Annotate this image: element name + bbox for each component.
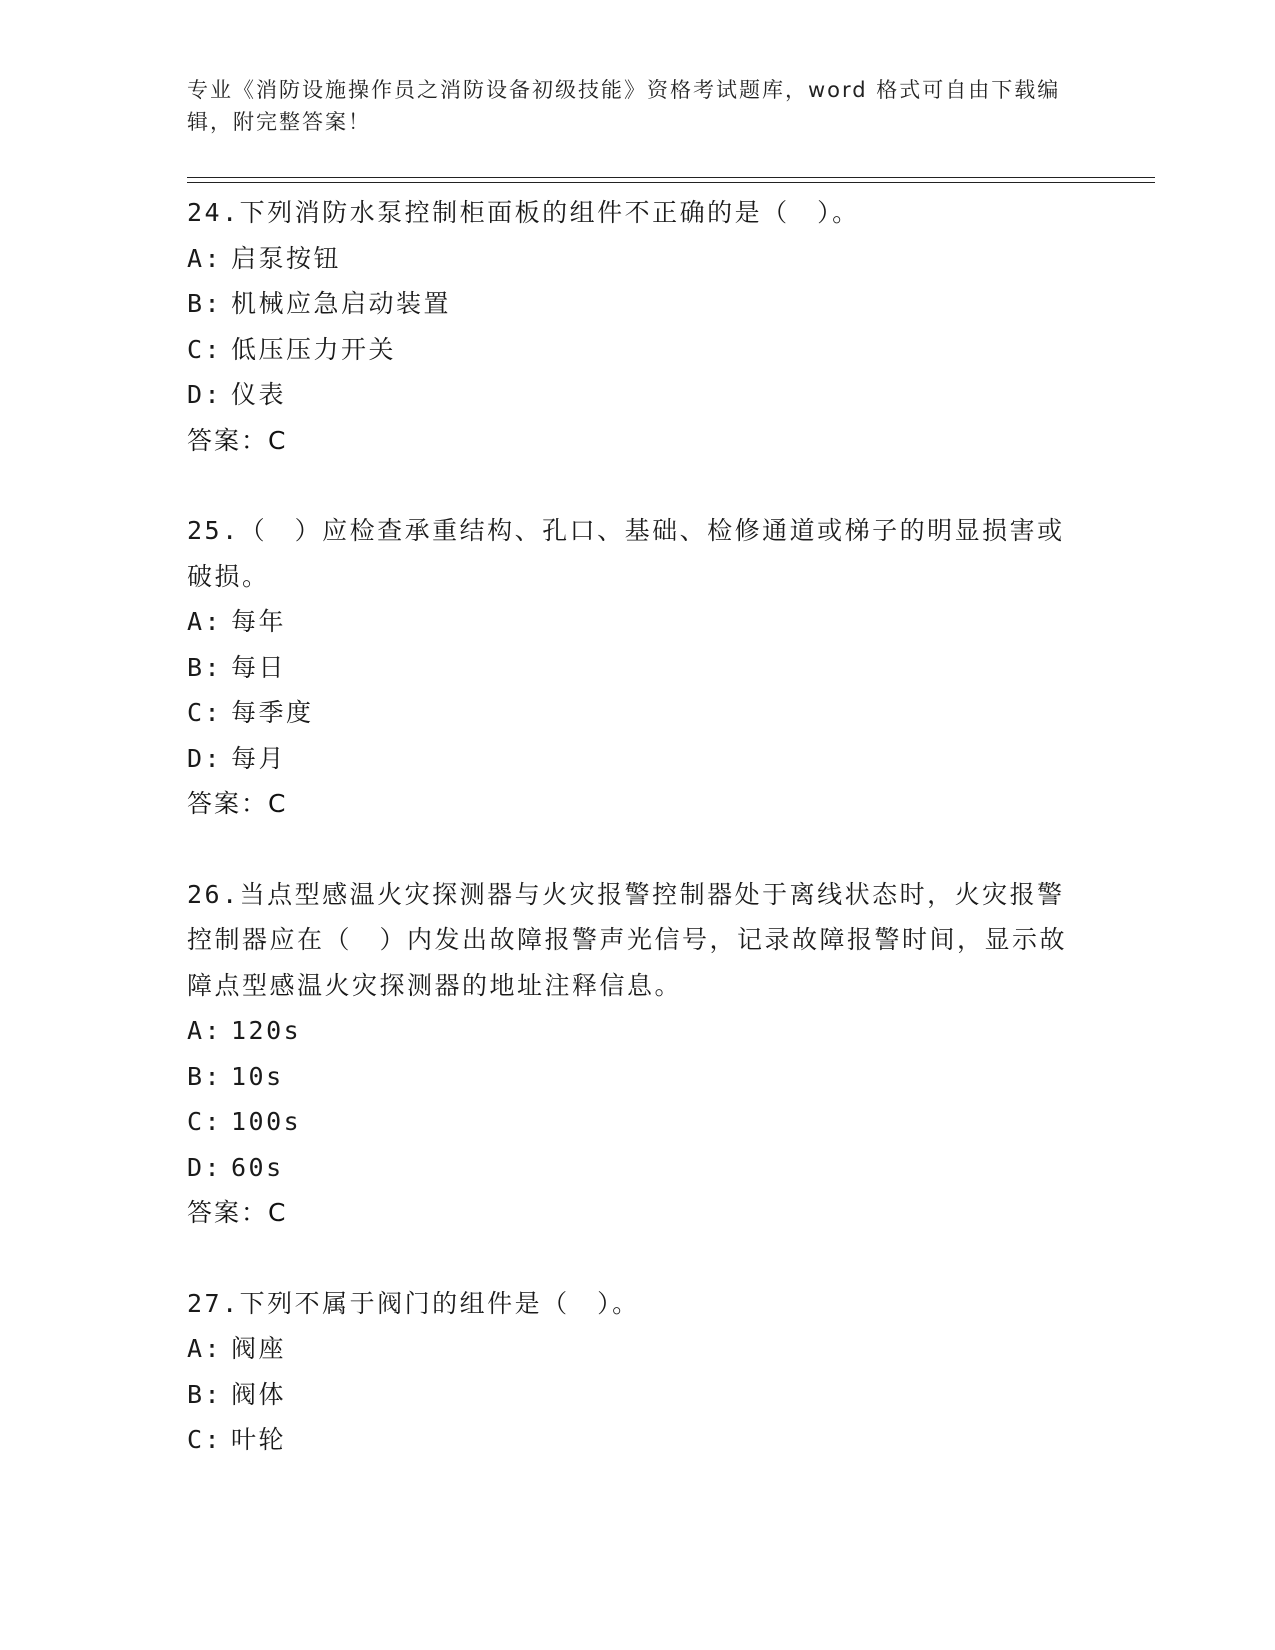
question-26 — [187, 872, 1087, 1236]
option-key: D: — [187, 743, 223, 773]
option-key: C: — [187, 334, 223, 364]
option-c — [187, 1099, 1087, 1145]
question-text: 27.下列不属于阀门的组件是（ ）。 — [187, 1288, 640, 1318]
header-divider-bottom — [187, 182, 1155, 183]
option-d — [187, 1145, 1087, 1191]
option-key: D: — [187, 380, 223, 409]
option-key: C: — [187, 1107, 223, 1136]
option-key: A: — [187, 607, 223, 636]
option-c — [187, 1417, 1087, 1463]
option-text: 每日 — [231, 652, 287, 682]
question-text: 25.（ ）应检查承重结构、孔口、基础、检修通道或梯子的明显损害或破损。 — [187, 516, 1065, 591]
option-key: B: — [187, 1379, 223, 1409]
option-key: A: — [187, 1334, 223, 1363]
option-text: 低压压力开关 — [231, 334, 397, 364]
header-divider-top — [187, 177, 1155, 178]
question-24 — [187, 190, 1087, 463]
option-d — [187, 736, 1087, 782]
option-text: 10s — [231, 1061, 284, 1091]
option-text: 仪表 — [231, 380, 287, 409]
option-text: 每年 — [231, 607, 287, 636]
option-key: C: — [187, 698, 223, 727]
option-key: D: — [187, 1152, 223, 1182]
option-key: B: — [187, 289, 223, 318]
answer: 答案：C — [187, 425, 288, 455]
option-text: 机械应急启动装置 — [231, 289, 452, 318]
question-text: 24.下列消防水泵控制柜面板的组件不正确的是（ ）。 — [187, 198, 860, 227]
option-key: C: — [187, 1425, 223, 1454]
option-text: 叶轮 — [231, 1425, 287, 1454]
option-b — [187, 645, 1087, 691]
option-key: B: — [187, 1061, 223, 1091]
option-b — [187, 1372, 1087, 1418]
option-b — [187, 1054, 1087, 1100]
option-b — [187, 281, 1087, 327]
option-a — [187, 1008, 1087, 1054]
answer: 答案：C — [187, 1198, 288, 1227]
option-text: 阀体 — [231, 1379, 287, 1409]
answer: 答案：C — [187, 789, 288, 818]
question-text: 26.当点型感温火灾探测器与火灾报警控制器处于离线状态时，火灾报警控制器应在（ ）内发出故障报警声光信号，记录故障报警时间，显示故障点型感温火灾探测器的地址注释信息。 — [187, 879, 1068, 1000]
option-text: 每季度 — [231, 698, 314, 727]
option-key: B: — [187, 652, 223, 682]
option-text: 阀座 — [231, 1334, 287, 1363]
option-d — [187, 372, 1087, 418]
option-text: 启泵按钮 — [231, 243, 342, 273]
option-a — [187, 1326, 1087, 1372]
question-25 — [187, 508, 1087, 827]
option-text: 60s — [231, 1152, 284, 1182]
option-a — [187, 599, 1087, 645]
option-c — [187, 327, 1087, 373]
question-list — [187, 190, 1087, 1508]
option-a — [187, 236, 1087, 282]
option-text: 每月 — [231, 743, 287, 773]
option-text: 100s — [231, 1107, 302, 1136]
question-27 — [187, 1281, 1087, 1463]
document-header: 专业《消防设施操作员之消防设备初级技能》资格考试题库，word 格式可自由下载编辑，附完整答案！ — [187, 78, 1061, 134]
option-c — [187, 690, 1087, 736]
option-key: A: — [187, 243, 223, 273]
option-text: 120s — [231, 1016, 302, 1045]
option-key: A: — [187, 1016, 223, 1045]
